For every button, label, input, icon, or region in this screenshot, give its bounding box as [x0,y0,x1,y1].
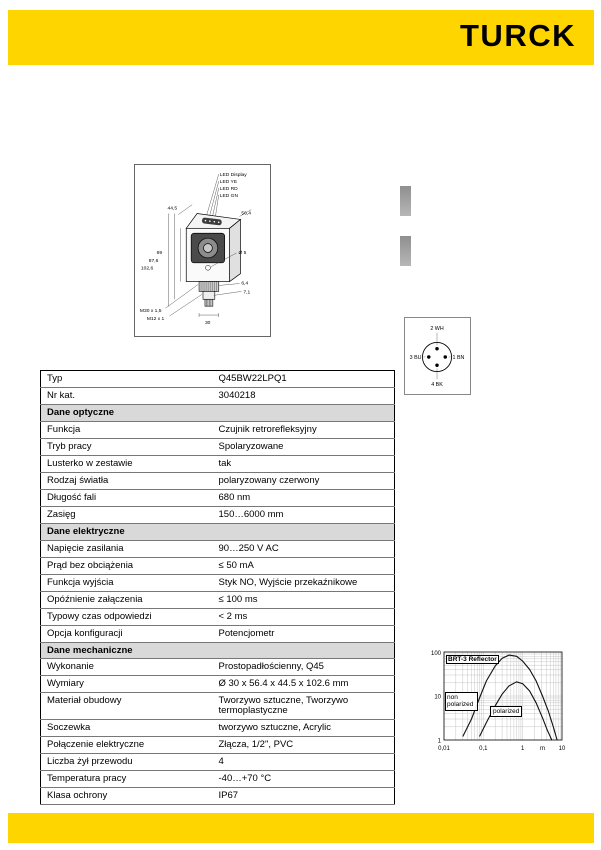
spec-value: Czujnik retrorefleksyjny [213,421,395,438]
spec-value: 680 nm [213,489,395,506]
spec-value: polaryzowany czerwony [213,472,395,489]
accessory-thumbnail-1 [400,186,411,216]
y-tick-1: 1 [437,738,441,745]
pin-3 [427,355,430,358]
x-tick-1: 1 [521,746,525,752]
spec-label: Prąd bez obciążenia [41,557,213,574]
spec-label: Temperatura pracy [41,771,213,788]
y-tick-10: 10 [434,694,441,701]
dim-30: 30 [204,320,211,326]
led-ye-label: LED YE [219,180,238,185]
spec-value: Spolaryzowane [213,438,395,455]
dim-102-6: 102,6 [140,266,154,272]
chart-label-non-polarized: non polarized [445,692,478,711]
spec-value: Styk NO, Wyjście przekaźnikowe [213,574,395,591]
table-row [41,788,395,805]
spec-value: ≤ 50 mA [213,557,395,574]
dim-lens: Ø 5 [238,250,247,256]
chart-label-polarized: polarized [490,706,522,717]
table-row [41,421,395,438]
pin-2 [435,347,438,350]
led-rd-label: LED RD [219,186,238,192]
dimension-drawing [134,164,271,337]
table-row [41,557,395,574]
table-section-row [41,642,395,659]
pin-1-label: 1 BN [452,354,465,361]
accessory-thumbnail-2 [400,236,411,266]
spec-label: Zasięg [41,506,213,523]
spec-value: 4 [213,754,395,771]
spec-value: Złącza, 1/2", PVC [213,737,395,754]
section-header: Dane optyczne [41,404,395,421]
spec-value: IP67 [213,788,395,805]
dim-44-5: 44,5 [167,206,178,212]
table-row [41,540,395,557]
pin-2-label: 2 WH [430,325,444,332]
dim-56-4: 56,4 [241,211,251,217]
header-bar [8,10,594,65]
spec-value: < 2 ms [213,608,395,625]
spec-value: 90…250 V AC [213,540,395,557]
spec-label: Klasa ochrony [41,788,213,805]
table-row [41,591,395,608]
spec-label: Opóźnienie załączenia [41,591,213,608]
sensor-body [186,214,240,282]
spec-label: Typ [41,371,213,388]
table-row [41,754,395,771]
spec-label: Nr kat. [41,387,213,404]
spec-label: Soczewka [41,720,213,737]
spec-label: Funkcja [41,421,213,438]
pin-1 [444,355,447,358]
thread-m12-label: M12 x 1 [146,316,165,322]
thread-m30-label: M30 x 1,5 [139,309,162,315]
spec-label: Lusterko w zestawie [41,455,213,472]
spec-label: Liczba żył przewodu [41,754,213,771]
table-row [41,455,395,472]
spec-label: Tryb pracy [41,438,213,455]
spec-value: 150…6000 mm [213,506,395,523]
table-row [41,489,395,506]
wiring-diagram [404,317,471,395]
spec-table [40,370,395,805]
x-tick-10: 10 [558,746,566,752]
led-gn-label: LED GN [219,193,239,199]
sensor-connector [199,282,219,307]
spec-label: Funkcja wyjścia [41,574,213,591]
table-row [41,771,395,788]
table-row [41,574,395,591]
spec-value: tworzywo sztuczne, Acrylic [213,720,395,737]
spec-value: Ø 30 x 56.4 x 44.5 x 102.6 mm [213,676,395,693]
table-row [41,659,395,676]
spec-label: Długość fali [41,489,213,506]
chart-title: BRT-3 Reflector [448,656,497,663]
spec-label: Wykonanie [41,659,213,676]
spec-label: Wymiary [41,676,213,693]
spec-label: Opcja konfiguracji [41,625,213,642]
mounting-hole [205,265,210,270]
table-row [41,387,395,404]
spec-label: Materiał obudowy [41,693,213,720]
table-row [41,625,395,642]
table-row [41,720,395,737]
pin-4-label: 4 BK [431,382,443,389]
spec-value: ≤ 100 ms [213,591,395,608]
spec-value: Prostopadłościenny, Q45 [213,659,395,676]
x-axis-unit: m [540,746,545,752]
excess-gain-chart [418,646,570,762]
spec-value: 3040218 [213,387,395,404]
spec-value: tak [213,455,395,472]
led-display-label: LED Display [219,173,247,179]
table-row [41,371,395,388]
dim-7-1: 7,1 [243,290,251,296]
table-row [41,676,395,693]
table-section-row [41,523,395,540]
leader-lines [206,174,219,220]
table-section-row [41,404,395,421]
spec-value: Potencjometr [213,625,395,642]
pin-3-label: 3 BU [409,354,422,361]
spec-label: Połączenie elektryczne [41,737,213,754]
dim-69: 69 [156,250,163,256]
table-row [41,506,395,523]
pin-4 [435,363,438,366]
spec-value: Q45BW22LPQ1 [213,371,395,388]
connector-face [422,342,451,371]
section-header: Dane mechaniczne [41,642,395,659]
spec-label: Typowy czas odpowiedzi [41,608,213,625]
x-tick-01: 0,1 [479,746,488,752]
table-row [41,472,395,489]
table-row [41,693,395,720]
spec-label: Rodzaj światła [41,472,213,489]
spec-value: -40…+70 °C [213,771,395,788]
table-row [41,438,395,455]
spec-label: Napięcie zasilania [41,540,213,557]
x-tick-001: 0,01 [438,746,450,752]
footer-bar [8,813,594,843]
sensor-dimension-svg [135,165,270,336]
dim-87-6: 87,6 [148,258,159,264]
pinout-svg [405,318,470,394]
table-row [41,737,395,754]
table-row [41,608,395,625]
y-tick-100: 100 [430,651,441,657]
spec-value: Tworzywo sztuczne, Tworzywo termoplastyczne [213,693,395,720]
dim-6-4: 6,4 [241,281,249,287]
section-header: Dane elektryczne [41,523,395,540]
turck-logo: TURCK [460,18,576,53]
